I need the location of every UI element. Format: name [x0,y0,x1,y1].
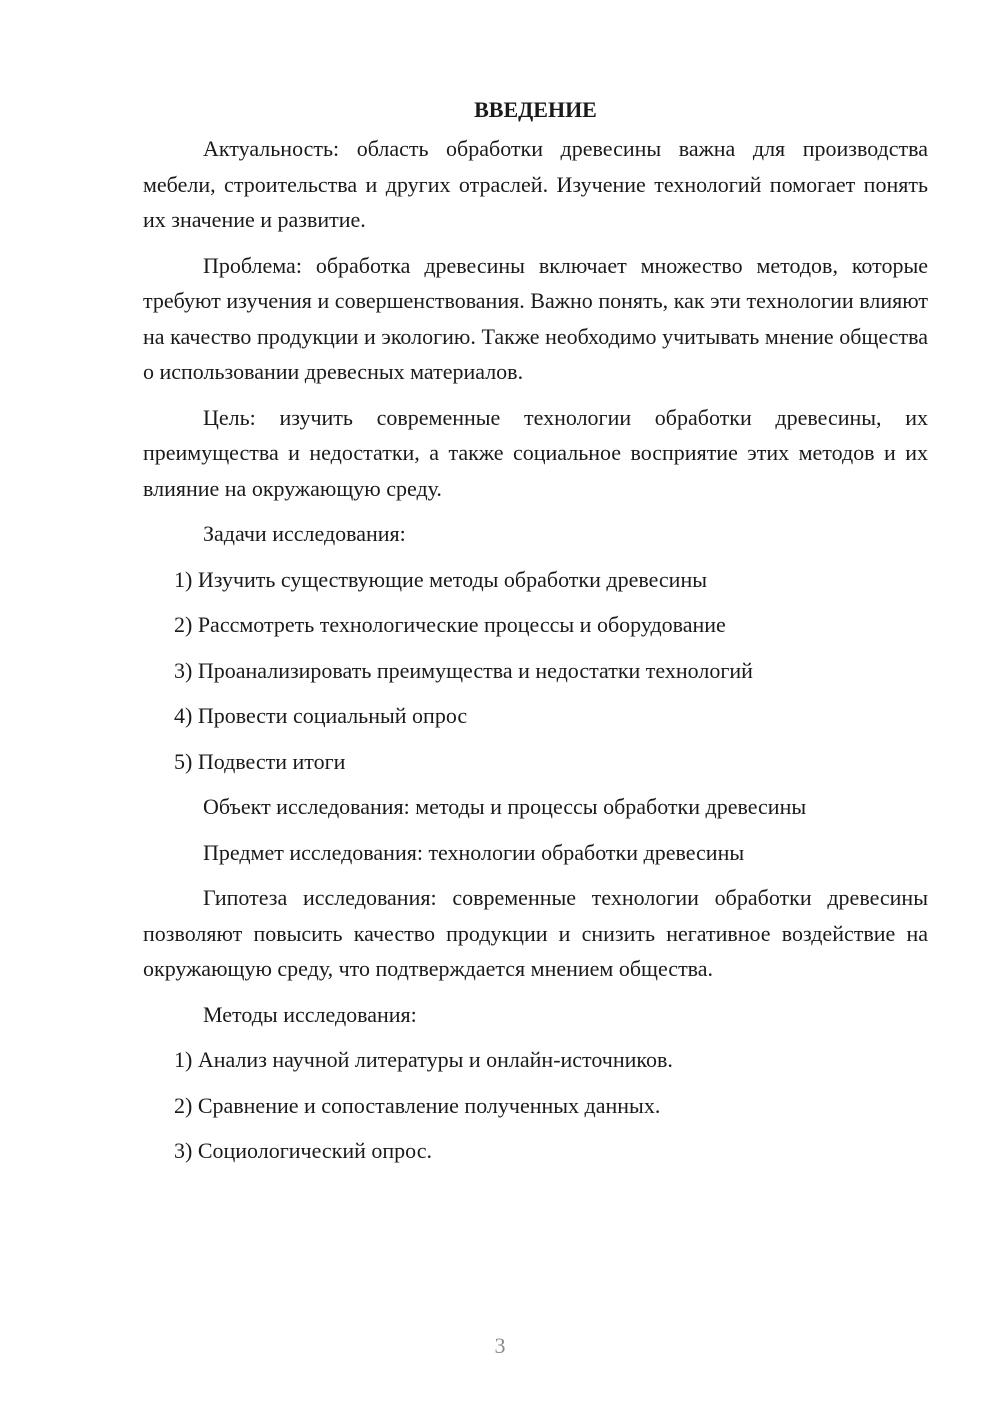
method-item: 3) Социологический опрос. [174,1138,432,1163]
task-item: 4) Провести социальный опрос [174,703,468,728]
page-number: 3 [494,1333,506,1358]
task-item: 2) Рассмотреть технологические процессы и оборудование [174,612,726,637]
method-item: 2) Сравнение и сопоставление полученных данных. [174,1092,661,1118]
task-item: 5) Подвести итоги [174,748,346,774]
methods-list [143,1042,928,1169]
goal-paragraph: Цель: изучить современные технологии обработки древесины, их преимущества и недостатки, а также социальное восприятие этих методов и их влияние на окружающую среду. [143,404,928,501]
hypothesis-paragraph: Гипотеза исследования: современные технологии обработки древесины позволяют повысить качество продукции и снизить негативное воздействие на окружающую среду, что подтверждается мнением общества. [143,885,928,981]
object-line: Объект исследования: методы и процессы обработки древесины [203,794,807,819]
tasks-heading: Задачи исследования: [203,521,406,546]
tasks-list [143,562,928,780]
task-item: 1) Изучить существующие методы обработки древесины [174,566,707,592]
document-page [143,92,928,1179]
problem-paragraph: Проблема: обработка древесины включает множество методов, которые требуют изучения и совершенствования. Важно понять, как эти технологии влияют на качество продукции и экологию. Также необходимо учитывать мнение общества о использовании древесных материалов. [143,252,928,384]
relevance-paragraph: Актуальность: область обработки древесины важна для производства мебели, строительства и других отраслей. Изучение технологий помогает понять их значение и развитие. [143,136,928,232]
method-item: 1) Анализ научной литературы и онлайн-источников. [174,1047,673,1072]
subject-line: Предмет исследования: технологии обработки древесины [203,839,745,865]
task-item: 3) Проанализировать преимущества и недостатки технологий [174,657,753,683]
methods-heading: Методы исследования: [203,1001,417,1027]
section-title: ВВЕДЕНИЕ [474,97,597,122]
